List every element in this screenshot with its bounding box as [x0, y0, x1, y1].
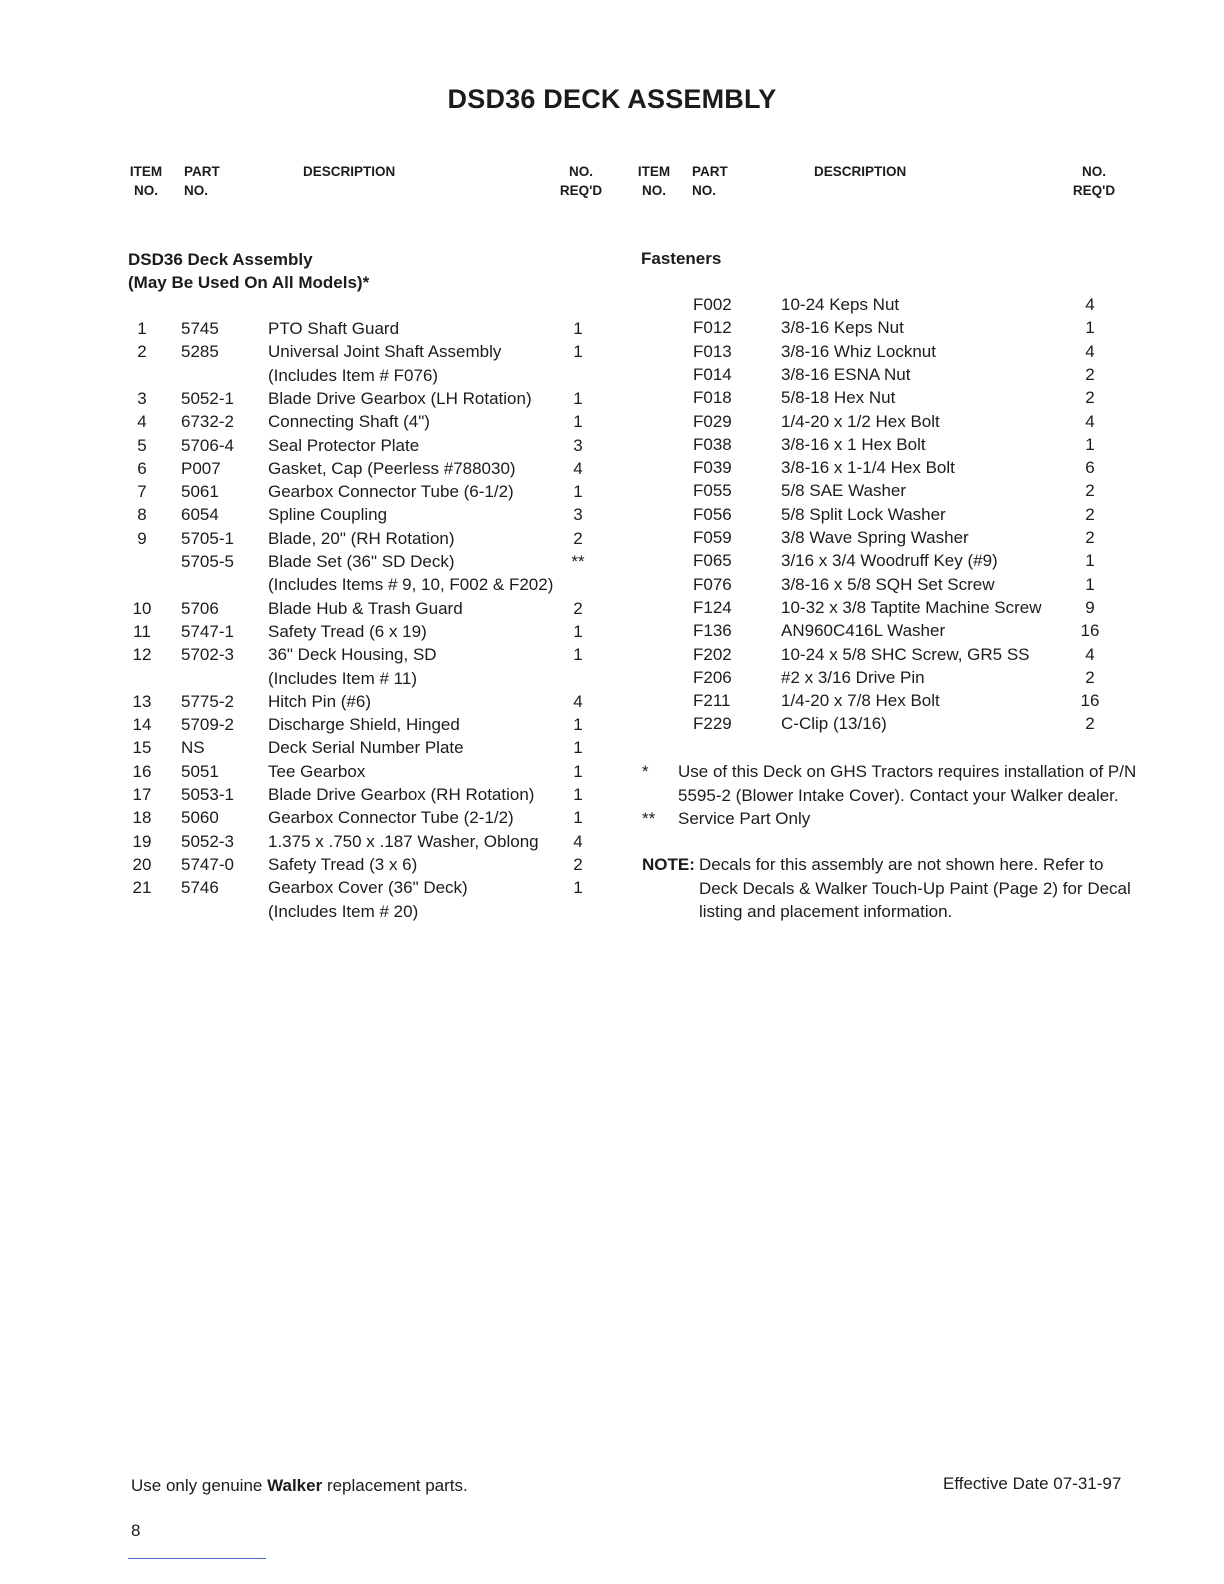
part-description: Hitch Pin (#6): [268, 691, 371, 711]
quantity-required: 1: [573, 808, 583, 828]
page-number-rule: [128, 1558, 266, 1559]
part-number: F065: [693, 551, 732, 571]
part-number: 6054: [181, 505, 219, 525]
quantity-required: 2: [573, 598, 583, 618]
part-description: Gearbox Connector Tube (6-1/2): [268, 482, 514, 502]
page-number: 8: [131, 1521, 141, 1540]
note-line3: listing and placement information.: [699, 902, 953, 921]
header-qty-right-line2: REQ'D: [1072, 183, 1116, 198]
part-description: 10-32 x 3/8 Taptite Machine Screw: [781, 597, 1042, 617]
header-part-right-line1: PART: [692, 164, 728, 179]
header-qty-line2: REQ'D: [559, 183, 603, 198]
quantity-required: 1: [573, 482, 583, 502]
part-description: C-Clip (13/16): [781, 714, 887, 734]
part-number: F124: [693, 597, 732, 617]
fastener-row: [0, 666, 1130, 689]
item-number: 5: [137, 435, 147, 455]
header-item-line2: NO.: [133, 183, 158, 198]
part-description: 3/8-16 Whiz Locknut: [781, 341, 936, 361]
fastener-row: [0, 363, 1130, 386]
part-description: Blade Drive Gearbox (RH Rotation): [268, 785, 535, 804]
right-section-title: Fasteners: [641, 249, 722, 268]
part-number: F013: [693, 341, 732, 361]
part-description: 3/8-16 x 1 Hex Bolt: [781, 434, 926, 454]
fastener-row: [0, 433, 1130, 456]
part-number: 5775-2: [181, 691, 234, 711]
quantity-required: 4: [1085, 295, 1095, 314]
quantity-required: 1: [573, 319, 583, 338]
quantity-required: **: [571, 552, 585, 571]
item-number: 11: [133, 621, 151, 641]
footnote-star-line2: 5595-2 (Blower Intake Cover). Contact your Walker dealer.: [678, 785, 1119, 805]
fastener-row: [0, 340, 1130, 363]
quantity-required: 2: [1085, 714, 1095, 734]
fastener-row: [0, 293, 1130, 316]
part-description: AN960C416L Washer: [781, 621, 946, 641]
part-number: 5705-1: [181, 528, 234, 548]
part-number: 5705-5: [181, 552, 234, 571]
parts-row: [0, 783, 620, 806]
part-number: F002: [693, 295, 732, 314]
footer-disclaimer: [131, 1476, 468, 1496]
part-description: Safety Tread (3 x 6): [268, 854, 418, 874]
part-description: 3/8-16 Keps Nut: [781, 318, 904, 338]
part-number: 5702-3: [181, 645, 234, 665]
part-number: F211: [693, 691, 731, 711]
item-number: 3: [137, 388, 147, 408]
fastener-row: [0, 573, 1130, 596]
part-description: Blade Set (36" SD Deck): [268, 552, 455, 571]
part-description: (Includes Item # F076): [268, 365, 439, 385]
part-number: 5052-1: [181, 388, 234, 408]
quantity-required: 1: [573, 621, 583, 641]
part-number: 5747-0: [181, 854, 234, 874]
quantity-required: 1: [1085, 574, 1095, 594]
part-description: Gearbox Cover (36" Deck): [268, 878, 468, 898]
item-number: 19: [132, 831, 152, 851]
quantity-required: 3: [573, 505, 583, 525]
note-text: [699, 853, 1131, 924]
part-number: F055: [693, 481, 732, 501]
part-number: F059: [693, 528, 732, 547]
quantity-required: 16: [1080, 691, 1100, 711]
part-number: 5706: [181, 598, 219, 618]
item-number: 6: [137, 458, 147, 478]
fastener-row: [0, 316, 1130, 339]
part-number: F029: [693, 411, 732, 431]
part-description: 3/8-16 ESNA Nut: [781, 364, 911, 384]
fastener-row: [0, 643, 1130, 666]
part-number: P007: [181, 458, 221, 478]
footnote-dstar-text: Service Part Only: [678, 809, 811, 828]
fastener-row: [0, 712, 1130, 735]
quantity-required: 2: [1085, 528, 1095, 547]
part-description: Universal Joint Shaft Assembly: [268, 342, 502, 362]
quantity-required: 4: [1085, 341, 1095, 361]
footnote-star-mark: *: [642, 762, 649, 781]
fastener-row: [0, 596, 1130, 619]
part-number: 5052-3: [181, 831, 234, 851]
item-number: 7: [137, 482, 147, 502]
part-description: Gearbox Connector Tube (2-1/2): [268, 808, 514, 828]
header-qty: [552, 162, 610, 200]
parts-row: [0, 736, 620, 759]
part-description: 1/4-20 x 7/8 Hex Bolt: [781, 691, 940, 711]
item-number: 16: [132, 761, 152, 781]
part-description: (Includes Items # 9, 10, F002 & F202): [268, 575, 554, 595]
note-line2: Deck Decals & Walker Touch-Up Paint (Page 2) for Decal: [699, 878, 1131, 898]
header-part-no: [184, 162, 220, 200]
quantity-required: 1: [573, 388, 583, 408]
item-number: 13: [132, 691, 152, 711]
quantity-required: 1: [573, 878, 583, 898]
part-number: 5709-2: [181, 715, 234, 735]
part-number: 5053-1: [181, 785, 234, 804]
quantity-required: 1: [573, 412, 583, 432]
fastener-row: [0, 619, 1130, 642]
part-number: F202: [693, 644, 732, 664]
part-number: 5745: [181, 319, 219, 338]
part-number: 5051: [181, 761, 219, 781]
header-part-right-line2: NO.: [692, 183, 717, 198]
fastener-row: [0, 549, 1130, 572]
part-number: F039: [693, 458, 732, 478]
footer-brand: Walker: [267, 1476, 323, 1495]
part-description: PTO Shaft Guard: [268, 319, 400, 338]
part-description: Tee Gearbox: [268, 761, 366, 781]
part-description: 36" Deck Housing, SD: [268, 645, 437, 665]
item-number: 17: [132, 785, 152, 804]
part-number: 6732-2: [181, 412, 234, 432]
part-number: F206: [693, 667, 732, 687]
part-description: Seal Protector Plate: [268, 435, 420, 455]
footer-left-pre: Use only genuine: [131, 1476, 268, 1495]
quantity-required: 16: [1080, 621, 1100, 641]
quantity-required: 1: [1085, 434, 1095, 454]
header-item-no-right: [634, 162, 674, 200]
quantity-required: 1: [573, 738, 583, 758]
part-description: 3/8-16 x 5/8 SQH Set Screw: [781, 574, 995, 594]
quantity-required: 3: [573, 435, 583, 455]
item-number: 2: [137, 342, 147, 362]
quantity-required: 9: [1085, 597, 1095, 617]
footnote-star-text: [678, 760, 1136, 807]
part-description: Blade Drive Gearbox (LH Rotation): [268, 388, 532, 408]
header-part-line2: NO.: [184, 183, 209, 198]
parts-row: [0, 853, 620, 876]
effective-date: Effective Date 07-31-97: [943, 1474, 1122, 1493]
part-description: Spline Coupling: [268, 505, 388, 525]
part-description: Safety Tread (6 x 19): [268, 621, 427, 641]
part-description: 3/8-16 x 1-1/4 Hex Bolt: [781, 458, 955, 478]
parts-row: [0, 876, 620, 899]
quantity-required: 2: [1085, 504, 1095, 524]
header-part-no-right: [692, 162, 728, 200]
header-description: DESCRIPTION: [303, 164, 396, 179]
item-number: 18: [132, 808, 152, 828]
part-description: #2 x 3/16 Drive Pin: [781, 667, 925, 687]
part-number: F014: [693, 364, 732, 384]
part-number: 5746: [181, 878, 219, 898]
quantity-required: 2: [1085, 364, 1095, 384]
part-number: 5060: [181, 808, 219, 828]
part-description: Gasket, Cap (Peerless #788030): [268, 458, 516, 478]
part-description: Discharge Shield, Hinged: [268, 715, 460, 735]
quantity-required: 2: [1085, 667, 1095, 687]
note-label: NOTE:: [642, 855, 695, 874]
part-description: 10-24 Keps Nut: [781, 295, 900, 314]
part-description: Connecting Shaft (4"): [268, 412, 430, 432]
item-number: 12: [132, 645, 152, 665]
quantity-required: 1: [573, 715, 583, 735]
parts-row: [0, 900, 620, 923]
part-description: 5/8-18 Hex Nut: [781, 388, 896, 408]
part-number: F018: [693, 388, 732, 408]
part-number: NS: [181, 738, 205, 758]
part-description: Blade Hub & Trash Guard: [268, 598, 463, 618]
part-number: F076: [693, 574, 732, 594]
parts-row: [0, 806, 620, 829]
item-number: 20: [132, 854, 152, 874]
part-description: Blade, 20" (RH Rotation): [268, 528, 455, 548]
fastener-row: [0, 456, 1130, 479]
quantity-required: 6: [1085, 458, 1095, 478]
fastener-row: [0, 386, 1130, 409]
fastener-row: [0, 689, 1130, 712]
part-number: F012: [693, 318, 732, 338]
header-qty-right-line1: NO.: [1081, 164, 1106, 179]
quantity-required: 4: [573, 458, 583, 478]
parts-row: [0, 760, 620, 783]
part-description: 3/16 x 3/4 Woodruff Key (#9): [781, 551, 998, 571]
part-number: 5285: [181, 342, 219, 362]
item-number: 14: [132, 715, 152, 735]
left-section-subtitle: (May Be Used On All Models)*: [128, 273, 370, 292]
part-number: F056: [693, 504, 732, 524]
part-description: 5/8 SAE Washer: [781, 481, 907, 501]
item-number: 8: [137, 505, 147, 525]
header-item-right-line1: ITEM: [637, 164, 671, 179]
quantity-required: 1: [573, 761, 583, 781]
footnote-star-line1: Use of this Deck on GHS Tractors requires installation of P/N: [678, 762, 1137, 781]
item-number: 9: [137, 528, 147, 548]
item-number: 1: [137, 319, 147, 338]
part-number: 5061: [181, 482, 219, 502]
quantity-required: 4: [573, 831, 583, 851]
part-description: 10-24 x 5/8 SHC Screw, GR5 SS: [781, 644, 1030, 664]
fastener-row: [0, 503, 1130, 526]
quantity-required: 1: [573, 645, 583, 665]
part-number: 5747-1: [181, 621, 234, 641]
left-section-title: DSD36 Deck Assembly: [128, 250, 313, 269]
part-description: 1.375 x .750 x .187 Washer, Oblong: [268, 831, 539, 851]
part-description: 5/8 Split Lock Washer: [781, 504, 946, 524]
item-number: 10: [132, 598, 152, 618]
part-description: 3/8 Wave Spring Washer: [781, 528, 969, 547]
header-qty-line1: NO.: [568, 164, 593, 179]
part-number: F136: [693, 621, 732, 641]
fastener-row: [0, 410, 1130, 433]
header-description-right: DESCRIPTION: [814, 164, 907, 179]
item-number: 15: [132, 738, 152, 758]
fastener-row: [0, 479, 1130, 502]
quantity-required: 1: [1085, 318, 1095, 338]
quantity-required: 1: [573, 785, 583, 804]
parts-row: [0, 830, 620, 853]
quantity-required: 4: [1085, 644, 1095, 664]
quantity-required: 1: [1085, 551, 1095, 571]
part-description: Deck Serial Number Plate: [268, 738, 464, 758]
part-description: (Includes Item # 20): [268, 901, 419, 921]
header-item-line1: ITEM: [129, 164, 163, 179]
part-number: F038: [693, 434, 732, 454]
footnote-dstar-mark: **: [642, 809, 656, 828]
quantity-required: 1: [573, 342, 583, 362]
quantity-required: 2: [1085, 388, 1095, 408]
quantity-required: 4: [573, 691, 583, 711]
item-number: 21: [132, 878, 152, 898]
part-number: 5706-4: [181, 435, 234, 455]
quantity-required: 4: [1085, 411, 1095, 431]
quantity-required: 2: [1085, 481, 1095, 501]
item-number: 4: [137, 412, 147, 432]
part-number: F229: [693, 714, 732, 734]
page-title: DSD36 DECK ASSEMBLY: [447, 84, 777, 114]
footer-left-post: replacement parts.: [322, 1476, 468, 1495]
note-line1: Decals for this assembly are not shown here. Refer to: [699, 855, 1104, 874]
part-description: (Includes Item # 11): [268, 668, 417, 688]
header-item-no: [126, 162, 166, 200]
quantity-required: 2: [573, 854, 583, 874]
fastener-row: [0, 526, 1130, 549]
header-item-right-line2: NO.: [641, 183, 666, 198]
header-part-line1: PART: [184, 164, 220, 179]
header-qty-right: [1066, 162, 1122, 200]
quantity-required: 2: [573, 528, 583, 548]
part-description: 1/4-20 x 1/2 Hex Bolt: [781, 411, 940, 431]
